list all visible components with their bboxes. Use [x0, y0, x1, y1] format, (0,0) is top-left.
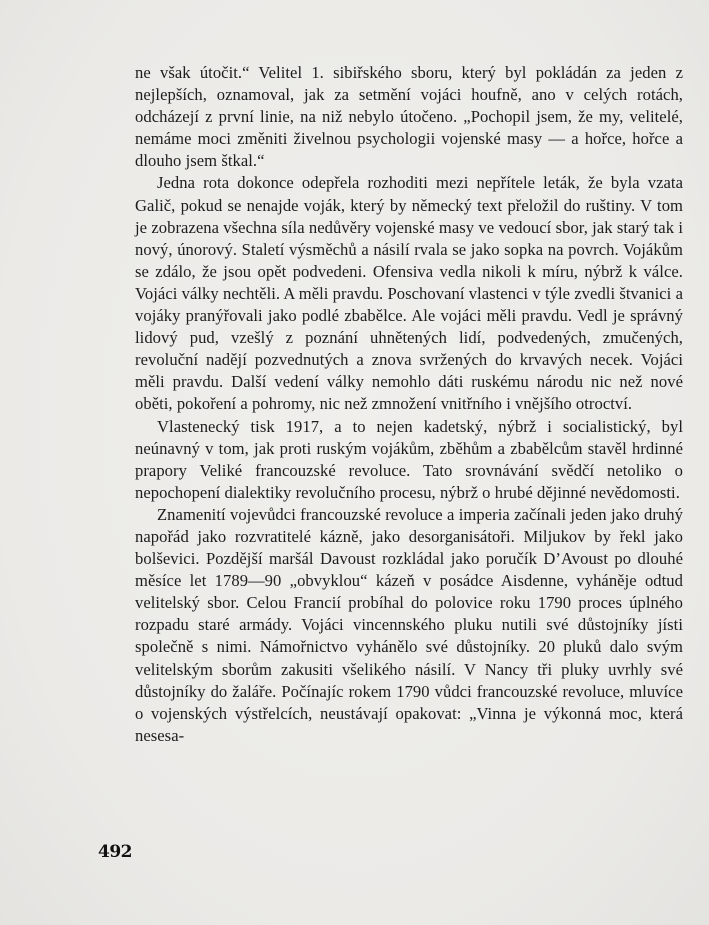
- paragraph-4: Znamenití vojevůdci francouzské revoluce a imperia začínali jeden jako druhý napořád jako rozvratitelé kázně, jako desorganisátoři. Miljukov by řekl jako bolševici. Pozdější maršál Davoust rozkládal jako poručík D’Avoust po dlouhé měsíce let 1789—90 „obvyklou“ kázeň v posádce Aisdenne, vyháněje odtud velitelský sbor. Celou Francií probíhal do polovice roku 1790 proces úplného rozpadu staré armády. Vojáci vincennského pluku nutili své důstojníky jísti společně s nimi. Námořnictvo vyhánělo své důstojníky. 20 pluků dalo svým velitelským sborům zakusiti všelikého násilí. V Nancy tři pluky uvrhly své důstojníky do žaláře. Počínajíc rokem 1790 vůdci francouzské revoluce, mluvíce o vojenských výstřelcích, neustávají opakovat: „Vinna je výkonná moc, která nesesa-: [135, 504, 683, 745]
- paragraph-3: Vlastenecký tisk 1917, a to nejen kadetský, nýbrž i socialistický, byl neúnavný v tom, jak proti ruským vojákům, zběhům a zbabělcům stavěl hrdinné prapory Veliké francouzské revoluce. Tato srovnávání svědčí netoliko o nepochopení dialektiky revolučního procesu, nýbrž o hrubé dějinné nevědomosti.: [135, 416, 683, 502]
- paragraph-1: ne však útočit.“ Velitel 1. sibiřského sboru, který byl pokládán za jeden z nejlepších, oznamoval, jak za setmění vojáci houfně, ano v celých rotách, odcházejí z první linie, na niž nebylo útočeno. „Pochopil jsem, že my, velitelé, nemáme moci změniti živelnou psychologii vojenské masy — a hořce, hořce a dlouho jsem štkal.“: [135, 63, 683, 171]
- page-number: 492: [98, 842, 132, 862]
- paragraph-2: Jedna rota dokonce odepřela rozhoditi mezi nepřítele leták, že byla vzata Galič, pokud se nenajde voják, který by německý text přeložil do ruštiny. V tom je zobrazena všechna síla nedůvěry vojenské masy ve vedoucí sbor, jak starý tak i nový, únorový. Staletí výsměchů a násilí rvala se jako sopka na povrch. Vojákům se zdálo, že jsou opět podvedeni. Ofensiva vedla nikoli k míru, nýbrž k válce. Vojáci války nechtěli. A měli pravdu. Poschovaní vlastenci v týle zvedli štvanici a vojáky pranýřovali jako podlé zbabělce. Ale vojáci měli pravdu. Vedl je správný lidový pud, vzešlý z poznání uhnětených lidí, podvedených, zmučených, revoluční nadějí pozvednutých a znova svržených do krvavých necek. Vojáci měli pravdu. Další vedení války nemohlo dáti ruskému národu nic než nové oběti, pokoření a pohromy, nic než zmnožení vnitřního i vnějšího otroctví.: [135, 173, 683, 414]
- body-text: [135, 62, 683, 747]
